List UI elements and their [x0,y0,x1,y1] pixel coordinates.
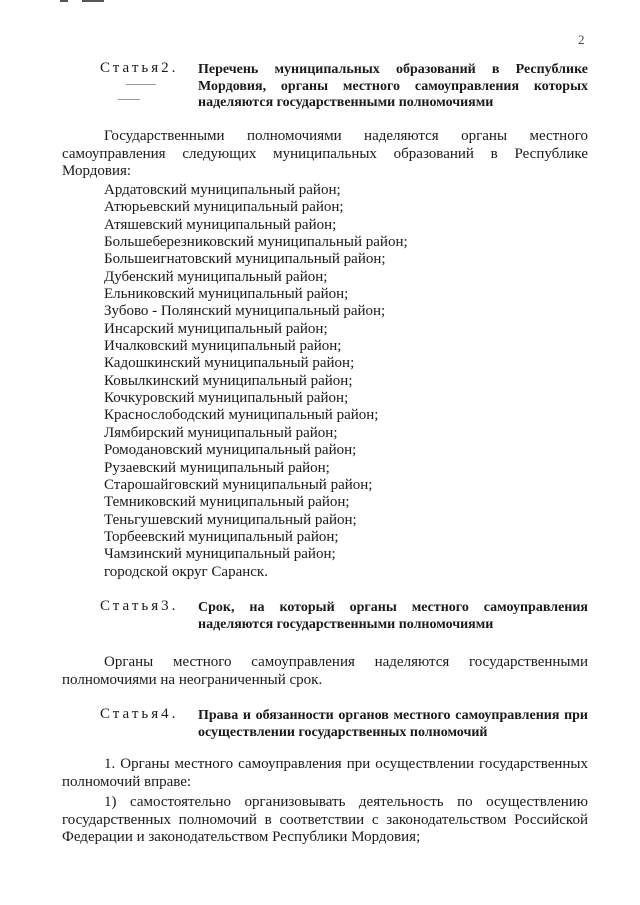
list-item: Кадошкинский муниципальный район; [104,355,355,372]
list-item: Ардатовский муниципальный район; [104,182,341,198]
article-3-label: Статья3. [100,598,179,614]
article-4-paragraph-1: 1. Органы местного самоуправления при осуществлении государственных полномочий вправе: [62,756,588,790]
list-item: Рузаевский муниципальный район; [104,459,330,476]
list-item: городской округ Саранск. [104,563,268,580]
list-item: Большеигнатовский муниципальный район; [104,251,386,268]
list-item: Темниковский муниципальный район; [104,494,350,511]
list-item: Чамзинский муниципальный район; [104,546,336,563]
list-item: Торбеевский муниципальный район; [104,528,339,545]
list-item: Атюрьевский муниципальный район; [104,199,344,216]
scan-artifact [60,0,68,2]
list-item: Теньгушевский муниципальный район; [104,511,357,528]
list-item: Ичалковский муниципальный район; [104,338,342,355]
scan-artifact [82,0,104,2]
scan-artifact [118,99,140,100]
list-item: Большеберезниковский муниципальный район; [104,234,408,251]
list-item: Ельниковский муниципальный район; [104,286,349,303]
list-item: Краснослободский муниципальный район; [104,407,379,424]
article-2-title: Перечень муниципальных образований в Республике Мордовия, органы местного самоуправления которых наделяются государственными полномочиями [198,62,588,110]
article-4-paragraph-2: 1) самостоятельно организовывать деятельность по осуществлению государственных полномочий в соответствии с законодательством Российской Федерации и законодательством Республики Мордовия; [62,794,588,845]
scan-artifact [126,84,156,85]
list-item: Зубово - Полянский муниципальный район; [104,303,386,320]
article-2-intro: Государственными полномочиями наделяются органы местного самоуправления следующих муниципальных образований в Республике Мордовия: [62,128,588,179]
article-3-title: Срок, на который органы местного самоуправления наделяются государственными полномочиями [198,600,588,632]
list-item: Ковылкинский муниципальный район; [104,372,353,389]
list-item: Лямбирский муниципальный район; [104,424,338,441]
article-4-label: Статья4. [100,706,179,722]
article-2-label: Статья2. [100,60,179,76]
list-item: Ромодановский муниципальный район; [104,442,357,459]
list-item: Инсарский муниципальный район; [104,320,328,337]
list-item: Атяшевский муниципальный район; [104,216,337,233]
list-item: Старошайговский муниципальный район; [104,476,373,493]
article-3-text: Органы местного самоуправления наделяются государственными полномочиями на неограниченный срок. [62,654,588,688]
page-number: 2 [578,32,585,47]
list-item: Дубенский муниципальный район; [104,268,328,285]
municipality-list [104,182,408,581]
list-item: Кочкуровский муниципальный район; [104,390,349,407]
article-4-title: Права и обязанности органов местного самоуправления при осуществлении государственных полномочий [198,708,588,740]
